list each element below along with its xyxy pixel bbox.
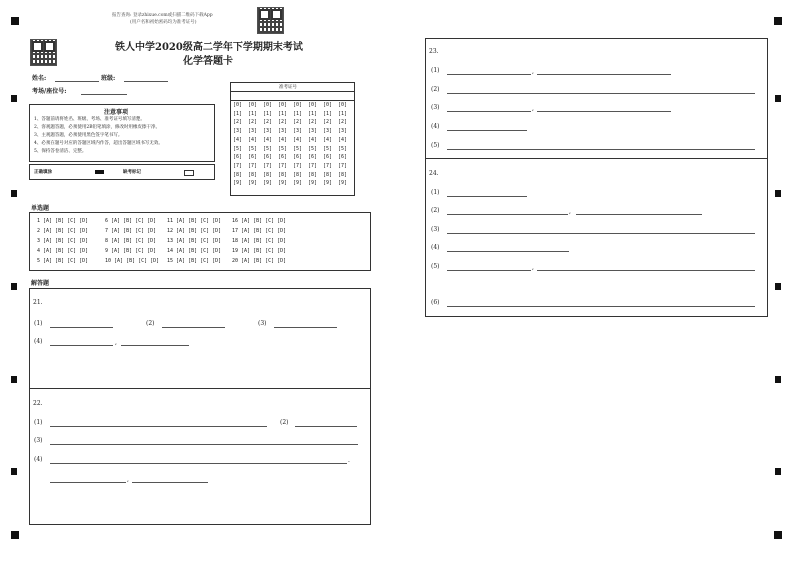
objective-question-number: 2 (37, 228, 41, 234)
q24-part1-label: (1) (431, 189, 440, 196)
objective-question-number: 4 (37, 248, 41, 254)
exam-id-column[interactable] (248, 101, 257, 188)
q23-comma: , (532, 105, 534, 112)
answer-box-right (425, 38, 768, 317)
notes-item: 3、主观题答题，必须使用黑色签字笔书写。 (34, 133, 123, 138)
download-qr-code (257, 7, 284, 34)
timing-mark (775, 190, 781, 197)
exam-id-bubble[interactable]: [9] (293, 180, 303, 187)
exam-id-bubble[interactable]: [9] (263, 180, 273, 187)
q22-number: 22. (33, 400, 43, 407)
exam-id-bubble[interactable]: [9] (278, 180, 288, 187)
objective-question-row[interactable] (232, 258, 286, 264)
notes-item: 4、必须在题号对应的答题区域内作答，超出答题区域书写无效。 (34, 141, 163, 146)
exam-id-bubble[interactable]: [0] (233, 102, 243, 108)
timing-mark (11, 376, 17, 383)
exam-id-bubble[interactable]: [4] (293, 136, 303, 143)
q23-part4-answer[interactable] (447, 130, 527, 131)
objective-options[interactable]: [A] [B] [C] [D] (114, 258, 160, 264)
objective-options[interactable]: [A] [B] [C] [D] (111, 228, 157, 234)
q24-part6-answer[interactable] (447, 306, 755, 307)
exam-id-bubble[interactable]: [7] (323, 162, 333, 169)
exam-id-column[interactable] (293, 101, 302, 188)
objective-question-number: 12 (167, 228, 174, 234)
exam-id-bubble[interactable]: [0] (263, 102, 273, 108)
q24-number: 24. (429, 170, 439, 177)
exam-id-divider (231, 91, 354, 92)
exam-id-bubble[interactable]: [4] (323, 136, 333, 143)
exam-id-bubble[interactable]: [5] (263, 145, 273, 152)
exam-id-bubble[interactable]: [3] (233, 128, 243, 135)
exam-id-bubble[interactable]: [5] (233, 145, 243, 152)
q23-number: 23. (429, 48, 439, 55)
answer-box-divider (29, 388, 370, 389)
q22-part4-label: (4) (34, 456, 43, 463)
exam-id-bubble[interactable]: [6] (263, 154, 273, 161)
objective-question-number: 8 (105, 238, 109, 244)
objective-question-number: 15 (167, 258, 174, 264)
q24-comma: , (569, 208, 571, 215)
timing-mark (11, 95, 17, 102)
timing-mark (775, 95, 781, 102)
q22-part3-label: (3) (34, 437, 43, 444)
objective-question-number: 19 (232, 248, 239, 254)
exam-id-bubble[interactable]: [6] (278, 154, 288, 161)
q21-part3-answer[interactable] (274, 327, 337, 328)
q24-part2-answer-a[interactable] (447, 214, 568, 215)
correct-fill-sample (95, 170, 104, 174)
exam-id-bubble[interactable]: [3] (308, 128, 318, 135)
objective-options[interactable]: [A] [B] [C] [D] (241, 238, 287, 244)
student-qr-code (30, 39, 57, 66)
exam-id-bubble[interactable]: [3] (293, 128, 303, 135)
report-notice-line2: (用户名和初始密码均为准考证号) (130, 20, 197, 25)
exam-id-bubble[interactable]: [8] (323, 171, 333, 178)
absent-mark-box[interactable] (184, 170, 194, 176)
objective-options[interactable]: [A] [B] [C] [D] (176, 238, 222, 244)
exam-id-bubble[interactable]: [6] (293, 154, 303, 161)
exam-id-bubble[interactable]: [8] (278, 171, 288, 178)
answer-box-left (29, 288, 371, 525)
objective-question-row[interactable] (105, 238, 156, 244)
exam-title: 铁人中学2020级高二学年下学期期末考试 (115, 42, 303, 53)
exam-id-bubble[interactable]: [5] (278, 145, 288, 152)
exam-id-bubble[interactable]: [0] (293, 102, 303, 108)
q21-number: 21. (33, 299, 43, 306)
absent-mark-label: 缺考标记 (123, 170, 141, 175)
exam-id-bubble[interactable]: [1] (233, 110, 243, 117)
exam-id-bubble[interactable]: [3] (323, 128, 333, 135)
objective-question-number: 11 (167, 218, 174, 224)
exam-id-bubble[interactable]: [2] (263, 119, 273, 126)
objective-question-row[interactable] (167, 258, 221, 264)
q23-part2-answer[interactable] (447, 93, 755, 94)
q22-part1-answer[interactable] (50, 426, 267, 427)
notes-box (29, 104, 215, 162)
exam-id-bubble[interactable]: [9] (233, 180, 243, 187)
exam-id-bubble[interactable]: [8] (233, 171, 243, 178)
exam-id-bubble[interactable]: [0] (308, 102, 318, 108)
exam-id-bubble[interactable]: [7] (308, 162, 318, 169)
exam-id-bubble[interactable]: [4] (278, 136, 288, 143)
q22-part4-answer-c[interactable] (132, 482, 208, 483)
objective-question-row[interactable] (37, 228, 88, 234)
exam-id-bubble[interactable]: [1] (263, 110, 273, 117)
q24-part2-answer-b[interactable] (576, 214, 702, 215)
objective-question-row[interactable] (167, 218, 221, 224)
exam-id-bubble[interactable]: [3] (248, 128, 258, 135)
q21-part4-answer-b[interactable] (121, 345, 189, 346)
exam-id-bubble[interactable]: [0] (338, 102, 348, 108)
exam-id-bubble[interactable]: [2] (278, 119, 288, 126)
timing-mark (11, 468, 17, 475)
timing-mark (775, 468, 781, 475)
notes-item: 5、保持答卷清洁、完整。 (34, 149, 87, 154)
exam-id-bubble[interactable]: [1] (248, 110, 258, 117)
q22-part2-label: (2) (280, 419, 289, 426)
q21-part1-answer[interactable] (50, 327, 113, 328)
q22-part4-answer-b[interactable] (50, 482, 126, 483)
exam-id-bubble[interactable]: [4] (308, 136, 318, 143)
notes-title: 注意事项 (104, 109, 129, 116)
exam-id-bubble[interactable]: [8] (248, 171, 258, 178)
notes-item: 1、答题前请将姓名、班级、考场、准考证号填写清楚。 (34, 117, 145, 122)
q24-part3-label: (3) (431, 226, 440, 233)
exam-id-bubble[interactable]: [0] (248, 102, 258, 108)
objective-question-number: 10 (105, 258, 112, 264)
exam-id-bubble[interactable]: [1] (338, 110, 348, 117)
exam-id-bubble[interactable]: [9] (248, 180, 258, 187)
objective-question-number: 3 (37, 238, 41, 244)
objective-question-row[interactable] (232, 238, 286, 244)
timing-mark (775, 376, 781, 383)
objective-options[interactable]: [A] [B] [C] [D] (111, 248, 157, 254)
exam-id-bubble[interactable]: [6] (323, 154, 333, 161)
exam-id-bubble[interactable]: [4] (233, 136, 243, 143)
exam-id-bubble[interactable]: [8] (308, 171, 318, 178)
objective-question-row[interactable] (105, 228, 156, 234)
q23-part1-label: (1) (431, 67, 440, 74)
exam-id-bubble[interactable]: [2] (233, 119, 243, 126)
exam-id-column[interactable] (278, 101, 287, 188)
class-label: 班级: (101, 75, 116, 82)
corner-mark-bottom-left (11, 531, 19, 539)
q23-comma: , (532, 68, 534, 75)
q23-part3-label: (3) (431, 104, 440, 111)
timing-mark (11, 283, 17, 290)
objective-question-number: 14 (167, 248, 174, 254)
q24-part6-label: (6) (431, 299, 440, 306)
objective-options[interactable]: [A] [B] [C] [D] (43, 238, 89, 244)
exam-id-bubble[interactable]: [6] (338, 154, 348, 161)
exam-id-bubble[interactable]: [9] (308, 180, 318, 187)
q23-part3-answer-b[interactable] (537, 111, 671, 112)
objective-options[interactable]: [A] [B] [C] [D] (43, 218, 89, 224)
objective-question-row[interactable] (105, 218, 156, 224)
objective-question-number: 9 (105, 248, 109, 254)
exam-id-column[interactable] (308, 101, 317, 188)
q24-part3-answer[interactable] (447, 233, 755, 234)
exam-id-bubble[interactable]: [2] (338, 119, 348, 126)
q24-comma: , (532, 264, 534, 271)
exam-id-bubble[interactable]: [6] (308, 154, 318, 161)
q23-part1-answer-a[interactable] (447, 74, 531, 75)
corner-mark-top-right (774, 17, 782, 25)
objective-options[interactable]: [A] [B] [C] [D] (176, 228, 222, 234)
objective-options[interactable]: [A] [B] [C] [D] (241, 218, 287, 224)
exam-id-bubble[interactable]: [1] (293, 110, 303, 117)
timing-mark (775, 283, 781, 290)
objective-options[interactable]: [A] [B] [C] [D] (176, 218, 222, 224)
name-label: 姓名: (32, 75, 47, 82)
objective-question-number: 6 (105, 218, 109, 224)
q21-part4-label: (4) (34, 338, 43, 345)
corner-mark-top-left (11, 17, 19, 25)
objective-question-row[interactable] (232, 228, 286, 234)
exam-id-column[interactable] (338, 101, 347, 188)
exam-id-bubble[interactable]: [0] (323, 102, 333, 108)
exam-id-column[interactable] (263, 101, 272, 188)
exam-id-column[interactable] (323, 101, 332, 188)
class-field[interactable] (124, 81, 168, 82)
objective-question-row[interactable] (105, 248, 156, 254)
q21-part3-label: (3) (258, 320, 267, 327)
exam-id-bubble[interactable]: [1] (278, 110, 288, 117)
objective-question-row[interactable] (232, 218, 286, 224)
correct-fill-label: 正确填涂 (34, 170, 52, 175)
q24-part5-answer-a[interactable] (447, 270, 531, 271)
objective-question-number: 18 (232, 238, 239, 244)
q23-part4-label: (4) (431, 123, 440, 130)
q21-comma: , (115, 339, 117, 346)
q24-part4-label: (4) (431, 244, 440, 251)
q23-part1-answer-b[interactable] (537, 74, 671, 75)
q23-part3-answer-a[interactable] (447, 111, 531, 112)
objective-question-number: 5 (37, 258, 41, 264)
objective-question-row[interactable] (37, 258, 88, 264)
objective-options[interactable]: [A] [B] [C] [D] (111, 238, 157, 244)
exam-id-bubble[interactable]: [2] (308, 119, 318, 126)
q22-part1-label: (1) (34, 419, 43, 426)
fill-example-box (29, 164, 215, 180)
objective-question-number: 17 (232, 228, 239, 234)
objective-question-row[interactable] (105, 258, 159, 264)
timing-mark (11, 190, 17, 197)
q22-part4-answer-a[interactable] (50, 463, 347, 464)
exam-id-bubble[interactable]: [7] (338, 162, 348, 169)
objective-question-number: 7 (105, 228, 109, 234)
exam-id-bubble[interactable]: [3] (338, 128, 348, 135)
q21-part2-answer[interactable] (162, 327, 225, 328)
objective-options[interactable]: [A] [B] [C] [D] (241, 248, 287, 254)
exam-id-bubble[interactable]: [8] (293, 171, 303, 178)
exam-id-bubble[interactable]: [4] (263, 136, 273, 143)
room-seat-field[interactable] (81, 94, 127, 95)
q24-part5-label: (5) (431, 263, 440, 270)
objective-question-number: 20 (232, 258, 239, 264)
objective-question-row[interactable] (167, 248, 221, 254)
q22-part2-answer[interactable] (295, 426, 357, 427)
name-field[interactable] (55, 81, 99, 82)
q22-part3-answer[interactable] (50, 444, 358, 445)
corner-mark-bottom-right (774, 531, 782, 539)
report-notice-line1: 报告查询: 登录zhixue.com或扫描二维码下载App (112, 13, 213, 18)
objective-options[interactable]: [A] [B] [C] [D] (241, 258, 287, 264)
exam-id-bubble[interactable]: [4] (338, 136, 348, 143)
q21-part4-answer-a[interactable] (50, 345, 113, 346)
exam-id-bubble[interactable]: [5] (338, 145, 348, 152)
exam-id-bubble[interactable]: [5] (293, 145, 303, 152)
exam-id-bubble[interactable]: [0] (278, 102, 288, 108)
objective-options[interactable]: [A] [B] [C] [D] (111, 218, 157, 224)
objective-question-row[interactable] (37, 248, 88, 254)
exam-id-bubble[interactable]: [1] (323, 110, 333, 117)
exam-id-bubble[interactable]: [3] (263, 128, 273, 135)
q23-part2-label: (2) (431, 86, 440, 93)
exam-id-bubble[interactable]: [2] (323, 119, 333, 126)
exam-id-bubble[interactable]: [5] (323, 145, 333, 152)
objective-question-row[interactable] (167, 238, 221, 244)
exam-id-bubble[interactable]: [2] (248, 119, 258, 126)
objective-question-row[interactable] (37, 238, 88, 244)
q22-period: . (348, 457, 350, 464)
objective-options[interactable]: [A] [B] [C] [D] (43, 228, 89, 234)
objective-question-number: 16 (232, 218, 239, 224)
objective-question-row[interactable] (232, 248, 286, 254)
q23-part5-answer[interactable] (447, 149, 755, 150)
exam-id-bubble[interactable]: [7] (263, 162, 273, 169)
q24-part2-label: (2) (431, 207, 440, 214)
q24-part5-answer-b[interactable] (537, 270, 755, 271)
q22-comma: , (127, 476, 129, 483)
exam-id-bubble[interactable]: [5] (248, 145, 258, 152)
exam-id-bubble[interactable]: [8] (263, 171, 273, 178)
objective-options[interactable]: [A] [B] [C] [D] (43, 248, 89, 254)
exam-id-bubble[interactable]: [8] (338, 171, 348, 178)
exam-id-label: 准考证号 (279, 85, 297, 90)
q24-part4-answer[interactable] (447, 251, 569, 252)
exam-id-bubble[interactable]: [7] (278, 162, 288, 169)
room-seat-label: 考场/座位号: (32, 88, 67, 95)
notes-item: 2、客观题答题，必须使用2B铅笔填涂，修改时用橡皮擦干净。 (34, 125, 161, 130)
exam-id-bubble[interactable]: [2] (293, 119, 303, 126)
exam-id-bubble[interactable]: [6] (233, 154, 243, 161)
exam-id-bubble[interactable]: [5] (308, 145, 318, 152)
exam-id-bubble[interactable]: [7] (248, 162, 258, 169)
answer-box-divider (425, 158, 767, 159)
objective-options[interactable]: [A] [B] [C] [D] (176, 248, 222, 254)
q23-part5-label: (5) (431, 142, 440, 149)
objective-title: 单选题 (31, 205, 50, 212)
exam-id-bubble[interactable]: [9] (323, 180, 333, 187)
exam-id-bubble[interactable]: [9] (338, 180, 348, 187)
exam-id-bubble[interactable]: [1] (308, 110, 318, 117)
exam-id-bubble[interactable]: [7] (233, 162, 243, 169)
exam-id-bubble[interactable]: [6] (248, 154, 258, 161)
q21-part1-label: (1) (34, 320, 43, 327)
objective-question-number: 1 (37, 218, 41, 224)
objective-question-row[interactable] (167, 228, 221, 234)
objective-options[interactable]: [A] [B] [C] [D] (241, 228, 287, 234)
exam-id-bubble[interactable]: [3] (278, 128, 288, 135)
objective-question-row[interactable] (37, 218, 88, 224)
objective-options[interactable]: [A] [B] [C] [D] (43, 258, 89, 264)
q24-part1-answer[interactable] (447, 196, 527, 197)
objective-options[interactable]: [A] [B] [C] [D] (176, 258, 222, 264)
subjective-title: 解答题 (31, 280, 50, 287)
exam-id-column[interactable] (233, 101, 242, 188)
objective-question-number: 13 (167, 238, 174, 244)
exam-id-bubble[interactable]: [4] (248, 136, 258, 143)
q21-part2-label: (2) (146, 320, 155, 327)
exam-id-bubble[interactable]: [7] (293, 162, 303, 169)
answer-sheet-subtitle: 化学答题卡 (183, 56, 233, 67)
